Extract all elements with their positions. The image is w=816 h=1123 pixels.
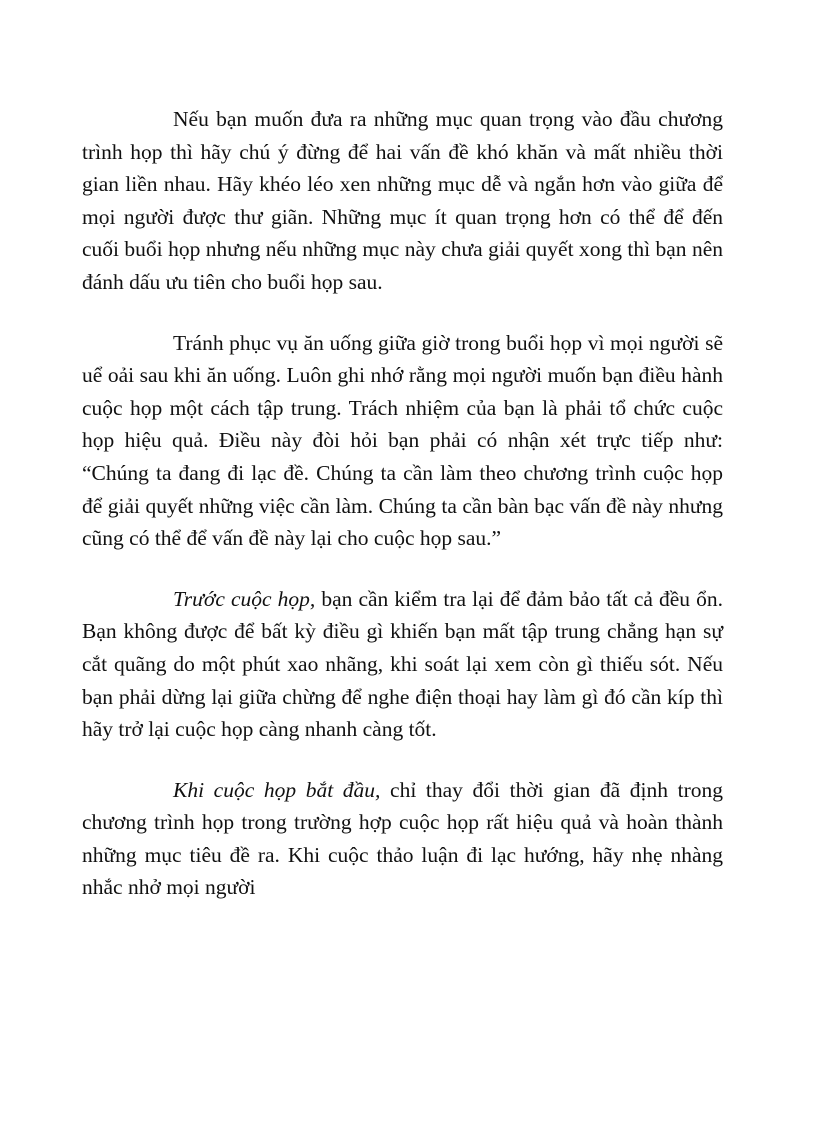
paragraph-3 (82, 583, 723, 746)
paragraph-4 (82, 774, 723, 904)
paragraph-3-text: bạn cần kiểm tra lại để đảm bảo tất cả đều ổn. Bạn không được để bất kỳ điều gì khiến bạn mất tập trung chẳng hạn sự cắt quãng do một phút xao nhãng, khi soát lại xem còn gì thiếu sót. Nếu bạn phải dừng lại giữa chừng để nghe điện thoại hay làm gì đó cần kíp thì hãy trở lại cuộc họp càng nhanh càng tốt. (82, 586, 723, 742)
paragraph-2-text: Tránh phục vụ ăn uống giữa giờ trong buổi họp vì mọi người sẽ uể oải sau khi ăn uống. Luôn ghi nhớ rằng mọi người muốn bạn điều hành cuộc họp một cách tập trung. Trách nhiệm của bạn là phải tổ chức cuộc họp hiệu quả. Điều này đòi hỏi bạn phải có nhận xét trực tiếp như: “Chúng ta đang đi lạc đề. Chúng ta cần làm theo chương trình cuộc họp để giải quyết những việc cần làm. Chúng ta cần bàn bạc vấn đề này nhưng cũng có thể để vấn đề này lại cho cuộc họp sau.” (82, 330, 723, 551)
paragraph-4-text: chỉ thay đổi thời gian đã định trong chương trình họp trong trường hợp cuộc họp rất hiệu quả và hoàn thành những mục tiêu đề ra. Khi cuộc thảo luận đi lạc hướng, hãy nhẹ nhàng nhắc nhở mọi người (82, 777, 723, 900)
paragraph-1-text: Nếu bạn muốn đưa ra những mục quan trọng vào đầu chương trình họp thì hãy chú ý đừng để hai vấn đề khó khăn và mất nhiều thời gian liền nhau. Hãy khéo léo xen những mục dễ và ngắn hơn vào giữa để mọi người được thư giãn. Những mục ít quan trọng hơn có thể để đến cuối buổi họp nhưng nếu những mục này chưa giải quyết xong thì bạn nên đánh dấu ưu tiên cho buổi họp sau. (82, 107, 723, 294)
paragraph-3-lead: Trước cuộc họp, (173, 586, 316, 611)
document-page (82, 103, 723, 904)
paragraph-1 (82, 103, 723, 299)
paragraph-2 (82, 327, 723, 555)
paragraph-4-lead: Khi cuộc họp bắt đầu, (173, 777, 381, 802)
